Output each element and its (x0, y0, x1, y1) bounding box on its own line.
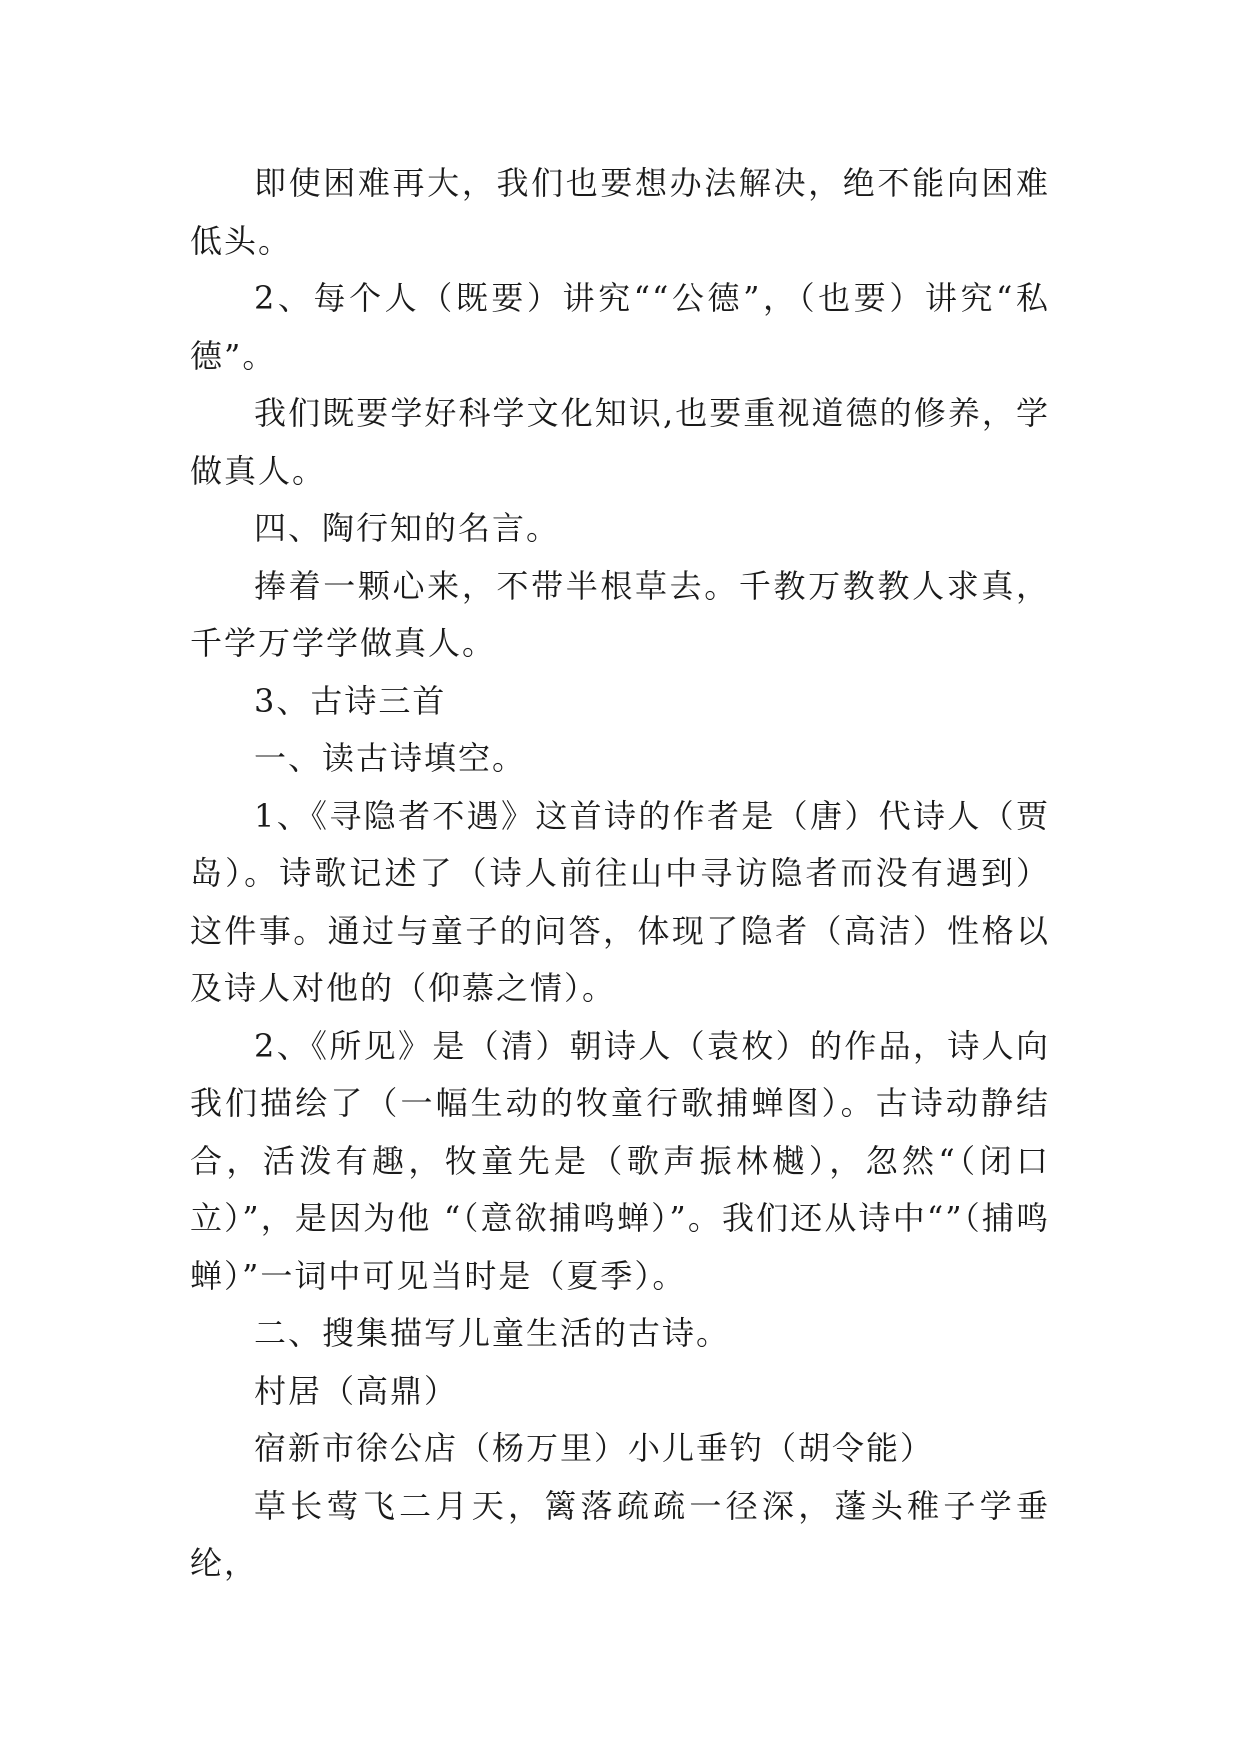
poem-title: 村居（高鼎） (254, 1371, 459, 1410)
paragraph: 即使困难再大，我们也要想办法解决，绝不能向困难低头。 (190, 164, 1050, 260)
paragraph: 2、每个人（既要）讲究““公德”，（也要）讲究“私德”。 (190, 279, 1050, 375)
paragraph: 2、《所见》是（清）朝诗人（袁枚）的作品，诗人向我们描绘了（一幅生动的牧童行歌捕蝉图）。古诗动静结合，活泼有趣，牧童先是（歌声振林樾），忽然“（闭口立）”，是因为他 “（意欲捕鸣蝉）”。我们还从诗中“”（捕鸣蝉）”一词中可见当时是（夏季）。 (190, 1026, 1050, 1295)
paragraph: 捧着一颗心来，不带半根草去。千教万教教人求真，千学万学学做真人。 (190, 566, 1050, 662)
section-heading: 四、陶行知的名言。 (254, 509, 561, 547)
lesson-title: 3、古诗三首 (254, 681, 447, 720)
paragraph: 我们既要学好科学文化知识,也要重视道德的修养，学做真人。 (190, 394, 1050, 490)
paragraph: 1、《寻隐者不遇》这首诗的作者是（唐）代诗人（贾岛）。诗歌记述了（诗人前往山中寻访隐者而没有遇到）这件事。通过与童子的问答，体现了隐者（高洁）性格以及诗人对他的（仰慕之情）。 (190, 796, 1050, 1007)
poem-line: 草长莺飞二月天，篱落疏疏一径深，蓬头稚子学垂纶， (190, 1486, 1050, 1582)
section-heading: 二、搜集描写儿童生活的古诗。 (254, 1314, 731, 1352)
document-body (190, 155, 1050, 1593)
poem-title: 宿新市徐公店（杨万里）小儿垂钓（胡令能） (254, 1429, 935, 1467)
section-heading: 一、读古诗填空。 (254, 739, 527, 777)
